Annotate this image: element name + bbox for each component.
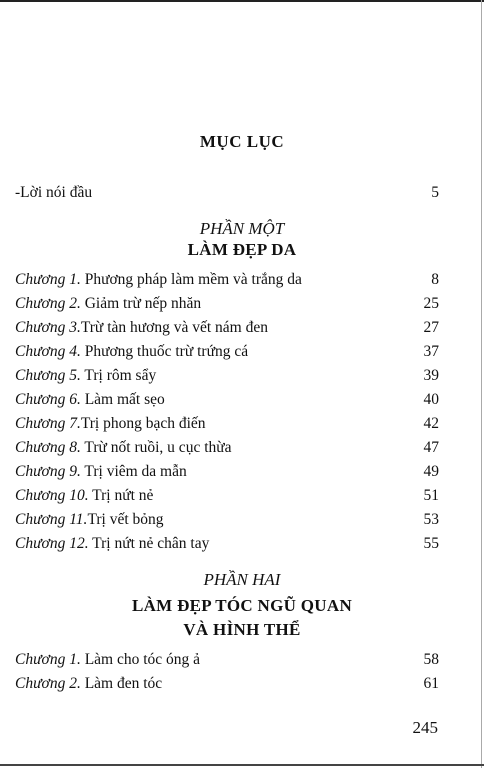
chapter-prefix: Chương bbox=[15, 463, 66, 480]
preface-page: 5 bbox=[431, 184, 439, 201]
chapter-prefix: Chương bbox=[15, 651, 66, 668]
chapter-page: 53 bbox=[423, 511, 439, 528]
toc-entry bbox=[15, 672, 439, 696]
chapter-number: 7. bbox=[69, 415, 81, 432]
right-edge-rule bbox=[481, 0, 482, 768]
chapter-page: 8 bbox=[431, 271, 439, 288]
chapter-prefix: Chương bbox=[15, 439, 66, 456]
chapter-title: Làm mất sẹo bbox=[80, 391, 165, 408]
chapter-page: 47 bbox=[423, 439, 439, 456]
chapter-title: Trị rôm sẩy bbox=[80, 367, 157, 384]
chapter-page: 58 bbox=[423, 651, 439, 668]
toc-entry bbox=[15, 292, 439, 316]
chapter-title: Phương thuốc trừ trứng cá bbox=[80, 343, 249, 360]
toc-entry bbox=[15, 436, 439, 460]
chapter-prefix: Chương bbox=[15, 319, 66, 336]
chapter-prefix: Chương bbox=[15, 535, 66, 552]
toc-entry bbox=[15, 388, 439, 412]
chapter-page: 55 bbox=[423, 535, 439, 552]
chapter-prefix: Chương bbox=[15, 367, 66, 384]
chapter-page: 49 bbox=[423, 463, 439, 480]
chapter-number: 10. bbox=[69, 487, 89, 504]
chapter-number: 5. bbox=[69, 367, 81, 384]
chapter-page: 39 bbox=[423, 367, 439, 384]
toc-entry bbox=[15, 412, 439, 436]
toc-entry bbox=[15, 364, 439, 388]
chapter-number: 1. bbox=[69, 271, 81, 288]
part-two-title-line-2: VÀ HÌNH THỂ bbox=[183, 620, 301, 639]
chapter-number: 2. bbox=[69, 295, 81, 312]
part-two-label: PHẦN HAI bbox=[203, 570, 281, 589]
part-two-title-line-1: LÀM ĐẸP TÓC NGŨ QUAN bbox=[131, 596, 353, 615]
chapter-title: Trừ nốt ruồi, u cục thừa bbox=[80, 439, 232, 456]
toc-entry bbox=[15, 268, 439, 292]
toc-entry bbox=[15, 508, 439, 532]
chapter-page: 42 bbox=[423, 415, 439, 432]
chapter-title: Trị nứt nẻ chân tay bbox=[88, 535, 210, 552]
preface-label: -Lời nói đầu bbox=[15, 184, 93, 201]
chapter-number: 3. bbox=[69, 319, 81, 336]
toc-entry bbox=[15, 648, 439, 672]
chapter-page: 51 bbox=[423, 487, 439, 504]
chapter-prefix: Chương bbox=[15, 415, 66, 432]
page-number: 245 bbox=[412, 718, 438, 737]
chapter-prefix: Chương bbox=[15, 675, 66, 692]
chapter-prefix: Chương bbox=[15, 271, 66, 288]
chapter-page: 27 bbox=[423, 319, 439, 336]
chapter-title: Trị nứt nẻ bbox=[88, 487, 154, 504]
chapter-title: Giảm trừ nếp nhăn bbox=[80, 295, 202, 312]
chapter-number: 6. bbox=[69, 391, 81, 408]
chapter-title: Làm cho tóc óng ả bbox=[80, 651, 201, 668]
preface-entry bbox=[15, 181, 439, 205]
chapter-number: 9. bbox=[69, 463, 81, 480]
chapter-title: Làm đen tóc bbox=[80, 675, 163, 692]
chapter-title: Trị viêm da mẫn bbox=[80, 463, 187, 480]
chapter-page: 40 bbox=[423, 391, 439, 408]
toc-entry bbox=[15, 340, 439, 364]
part-one-label: PHẦN MỘT bbox=[199, 219, 285, 238]
bottom-rule bbox=[0, 764, 484, 766]
toc-entry bbox=[15, 484, 439, 508]
chapter-number: 4. bbox=[69, 343, 81, 360]
chapter-title: Trị phong bạch điến bbox=[80, 415, 206, 432]
chapter-number: 12. bbox=[69, 535, 89, 552]
chapter-page: 61 bbox=[423, 675, 439, 692]
toc-entry bbox=[15, 316, 439, 340]
chapter-number: 2. bbox=[69, 675, 81, 692]
chapter-number: 1. bbox=[69, 651, 81, 668]
chapter-prefix: Chương bbox=[15, 487, 66, 504]
chapter-number: 8. bbox=[69, 439, 81, 456]
toc-entry bbox=[15, 532, 439, 556]
chapter-prefix: Chương bbox=[15, 391, 66, 408]
top-rule bbox=[0, 0, 484, 2]
chapter-title: Trừ tàn hương và vết nám đen bbox=[80, 319, 268, 336]
chapter-number: 11. bbox=[69, 511, 88, 528]
chapter-title: Trị vết bỏng bbox=[87, 511, 164, 528]
chapter-prefix: Chương bbox=[15, 511, 66, 528]
chapter-prefix: Chương bbox=[15, 295, 66, 312]
part-one-title: LÀM ĐẸP DA bbox=[187, 240, 297, 259]
chapter-title: Phương pháp làm mềm và trắng da bbox=[80, 271, 302, 288]
toc-entry bbox=[15, 460, 439, 484]
page-title: MỤC LỤC bbox=[199, 132, 285, 151]
chapter-page: 37 bbox=[423, 343, 439, 360]
chapter-page: 25 bbox=[423, 295, 439, 312]
chapter-prefix: Chương bbox=[15, 343, 66, 360]
